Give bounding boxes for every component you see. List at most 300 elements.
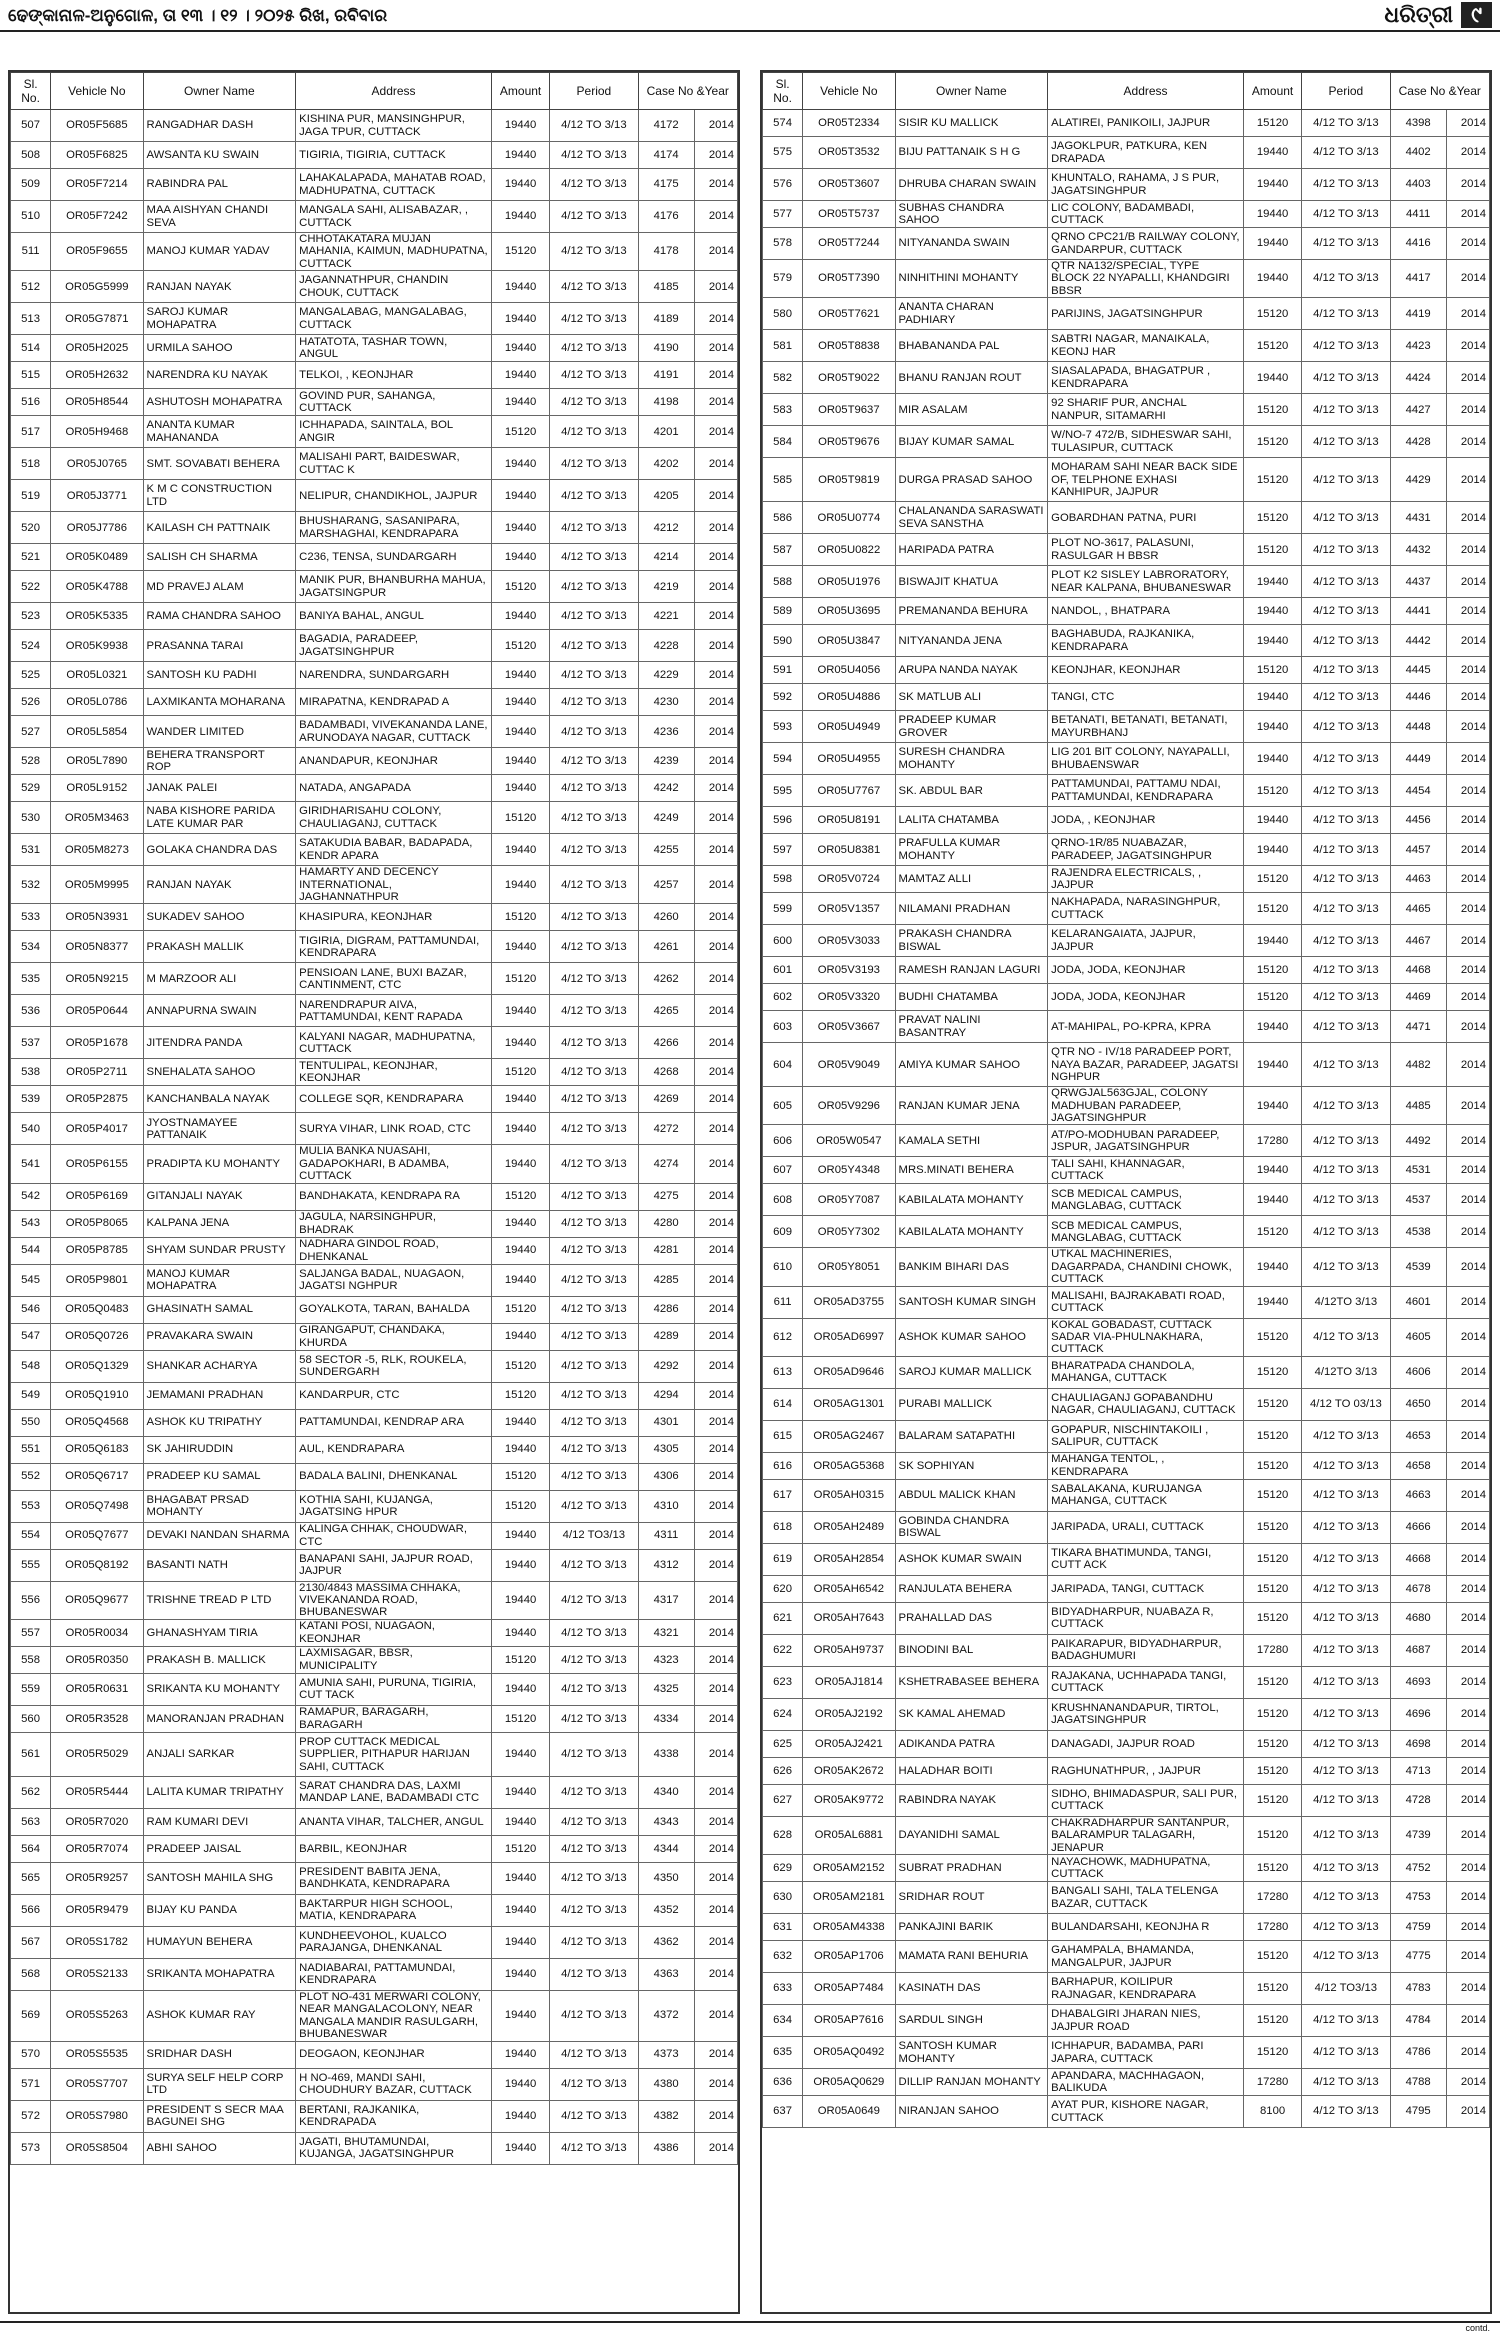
case-no: 4242 (638, 775, 694, 802)
table-row (11, 1808, 738, 1835)
owner-name: BALARAM SATAPATHI (895, 1420, 1048, 1452)
sl-no: 617 (763, 1479, 803, 1511)
case-no: 4338 (638, 1732, 694, 1776)
amount: 19440 (491, 271, 549, 303)
period: 4/12 TO 3/13 (1302, 957, 1390, 984)
case-no: 4344 (638, 1835, 694, 1862)
period: 4/12 TO 3/13 (1302, 260, 1390, 298)
vehicle-no: OR05H8544 (51, 389, 143, 416)
period: 4/12 TO 3/13 (1302, 1452, 1390, 1479)
owner-name: KASINATH DAS (895, 1973, 1048, 2005)
vehicle-no: OR05AM2152 (803, 1855, 895, 1882)
table-row (11, 1463, 738, 1490)
period: 4/12 TO 3/13 (550, 963, 638, 995)
case-no: 4292 (638, 1350, 694, 1382)
address: LIC COLONY, BADAMBADI, CUTTACK (1048, 201, 1244, 228)
period: 4/12 TO 3/13 (550, 1086, 638, 1113)
period: 4/12 TO 3/13 (550, 1350, 638, 1382)
period: 4/12 TO 3/13 (550, 1862, 638, 1894)
case-no: 4713 (1390, 1757, 1446, 1784)
vehicle-no: OR05P9801 (51, 1264, 143, 1296)
sl-no: 562 (11, 1776, 51, 1808)
case-no: 4269 (638, 1086, 694, 1113)
amount: 15120 (491, 1705, 549, 1732)
period: 4/12 TO 3/13 (550, 2041, 638, 2068)
period: 4/12 TO 3/13 (1302, 298, 1390, 330)
sl-no: 596 (763, 807, 803, 834)
address: RAJAKANA, UCHHAPADA TANGI, CUTTACK (1048, 1666, 1244, 1698)
address: BAGHABUDA, RAJKANIKA, KENDRAPARA (1048, 625, 1244, 657)
sl-no: 516 (11, 389, 51, 416)
case-year: 2014 (694, 1463, 737, 1490)
table-row (11, 2068, 738, 2100)
table-row (763, 201, 1490, 228)
amount: 15120 (1243, 1575, 1301, 1602)
case-year: 2014 (694, 2132, 737, 2164)
sl-no: 591 (763, 657, 803, 684)
column-header: Owner Name (895, 73, 1048, 110)
vehicle-no: OR05K0489 (51, 544, 143, 571)
table-row (11, 1210, 738, 1237)
vehicle-no: OR05AH2489 (803, 1511, 895, 1543)
period: 4/12 TO 3/13 (1302, 1157, 1390, 1184)
address: NADIABARAI, PATTAMUNDAI, KENDRAPARA (296, 1958, 492, 1990)
case-year: 2014 (694, 1409, 737, 1436)
address: CHAKRADHARPUR SANTANPUR, BALARAMPUR TALAGARH, JENAPUR (1048, 1816, 1244, 1854)
vehicle-no: OR05K5335 (51, 603, 143, 630)
amount: 15120 (1243, 984, 1301, 1011)
vehicle-no: OR05V9296 (803, 1087, 895, 1125)
case-no: 4423 (1390, 330, 1446, 362)
amount: 19440 (491, 1323, 549, 1350)
address: NATADA, ANGAPADA (296, 775, 492, 802)
table-row (11, 775, 738, 802)
table-row (11, 963, 738, 995)
amount: 15120 (1243, 1666, 1301, 1698)
owner-name: KAILASH CH PATTNAIK (143, 512, 296, 544)
address: APANDARA, MACHHAGAON, BALIKUDA (1048, 2069, 1244, 2096)
owner-name: CHALANANDA SARASWATI SEVA SANSTHA (895, 502, 1048, 534)
sl-no: 544 (11, 1237, 51, 1264)
case-year: 2014 (694, 362, 737, 389)
address: NARENDRA, SUNDARGARH (296, 662, 492, 689)
owner-name: KABILALATA MOHANTY (895, 1184, 1048, 1216)
case-year: 2014 (1446, 1184, 1489, 1216)
address: NAYACHOWK, MADHUPATNA, CUTTACK (1048, 1855, 1244, 1882)
case-no: 4382 (638, 2100, 694, 2132)
owner-name: PRAKASH B. MALLICK (143, 1646, 296, 1673)
address: MIRAPATNA, KENDRAPAD A (296, 689, 492, 716)
case-year: 2014 (694, 1059, 737, 1086)
period: 4/12 TO 3/13 (550, 512, 638, 544)
sl-no: 627 (763, 1784, 803, 1816)
case-year: 2014 (694, 2100, 737, 2132)
amount: 15120 (1243, 957, 1301, 984)
case-no: 4175 (638, 169, 694, 201)
address: PROP CUTTACK MEDICAL SUPPLIER, PITHAPUR HARIJAN SAHI, CUTTACK (296, 1732, 492, 1776)
owner-name: SAROJ KUMAR MOHAPATRA (143, 303, 296, 335)
owner-name: PANKAJINI BARIK (895, 1914, 1048, 1941)
case-year: 2014 (694, 716, 737, 748)
case-no: 4471 (1390, 1011, 1446, 1043)
address: BHUSHARANG, SASANIPARA, MARSHAGHAI, KENDRAPARA (296, 512, 492, 544)
owner-name: SUBHAS CHANDRA SAHOO (895, 201, 1048, 228)
case-year: 2014 (1446, 1882, 1489, 1914)
address: H NO-469, MANDI SAHI, CHOUDHURY BAZAR, CUTTACK (296, 2068, 492, 2100)
address: DHABALGIRI JHARAN NIES, JAJPUR ROAD (1048, 2005, 1244, 2037)
sl-no: 590 (763, 625, 803, 657)
address: PLOT NO-3617, PALASUNI, RASULGAR H BBSR (1048, 534, 1244, 566)
sl-no: 553 (11, 1490, 51, 1522)
period: 4/12 TO 3/13 (550, 2132, 638, 2164)
address: GOPAPUR, NISCHINTAKOILI , SALIPUR, CUTTACK (1048, 1420, 1244, 1452)
period: 4/12 TO 3/13 (1302, 1666, 1390, 1698)
sl-no: 611 (763, 1286, 803, 1318)
vehicle-no: OR05Q7677 (51, 1522, 143, 1549)
table-row (11, 1990, 738, 2041)
owner-name: ANNAPURNA SWAIN (143, 995, 296, 1027)
owner-name: ADIKANDA PATRA (895, 1730, 1048, 1757)
owner-name: ASHUTOSH MOHAPATRA (143, 389, 296, 416)
amount: 15120 (491, 1183, 549, 1210)
case-year: 2014 (694, 1145, 737, 1183)
owner-name: TRISHNE TREAD P LTD (143, 1581, 296, 1619)
table-row (763, 834, 1490, 866)
case-no: 4605 (1390, 1318, 1446, 1356)
page-header (0, 0, 1500, 32)
address: W/NO-7 472/B, SIDHESWAR SAHI, TULASIPUR, CUTTACK (1048, 426, 1244, 458)
owner-name: NINHITHINI MOHANTY (895, 260, 1048, 298)
case-no: 4274 (638, 1145, 694, 1183)
table-row (11, 1646, 738, 1673)
amount: 19440 (491, 512, 549, 544)
address: JODA, JODA, KEONJHAR (1048, 984, 1244, 1011)
table-row (763, 1184, 1490, 1216)
table-row (11, 571, 738, 603)
case-year: 2014 (1446, 957, 1489, 984)
amount: 15120 (1243, 1784, 1301, 1816)
vehicle-no: OR05N8377 (51, 931, 143, 963)
address: JARIPADA, TANGI, CUTTACK (1048, 1575, 1244, 1602)
address: MOHARAM SAHI NEAR BACK SIDE OF, TELPHONE EXHASI KANHIPUR, JAJPUR (1048, 458, 1244, 502)
amount: 19440 (491, 995, 549, 1027)
case-year: 2014 (1446, 1125, 1489, 1157)
period: 4/12 TO 3/13 (550, 1463, 638, 1490)
left-table-panel (8, 70, 740, 2314)
period: 4/12 TO 3/13 (550, 603, 638, 630)
case-year: 2014 (694, 1705, 737, 1732)
sl-no: 633 (763, 1973, 803, 2005)
case-no: 4212 (638, 512, 694, 544)
address: KHASIPURA, KEONJHAR (296, 904, 492, 931)
vehicle-no: OR05M3463 (51, 802, 143, 834)
amount: 19440 (491, 110, 549, 142)
amount: 19440 (491, 689, 549, 716)
period: 4/12 TO 3/13 (1302, 1043, 1390, 1087)
address: ICHHAPUR, BADAMBA, PARI JAPARA, CUTTACK (1048, 2037, 1244, 2069)
address: KATANI POSI, NUAGAON, KEONJHAR (296, 1619, 492, 1646)
case-no: 4352 (638, 1894, 694, 1926)
column-header: Amount (1243, 73, 1301, 110)
period: 4/12 TO 3/13 (1302, 1479, 1390, 1511)
address: QRNO-1R/85 NUABAZAR, PARADEEP, JAGATSINGHPUR (1048, 834, 1244, 866)
table-row (763, 1855, 1490, 1882)
table-row (11, 1350, 738, 1382)
table-row (11, 1086, 738, 1113)
period: 4/12TO 3/13 (1302, 1356, 1390, 1388)
amount: 15120 (491, 904, 549, 931)
address: JODA, , KEONJHAR (1048, 807, 1244, 834)
amount: 15120 (491, 1059, 549, 1086)
sl-no: 542 (11, 1183, 51, 1210)
period: 4/12 TO 3/13 (550, 662, 638, 689)
column-header: Case No &Year (1390, 73, 1489, 110)
case-no: 4463 (1390, 866, 1446, 893)
owner-name: DAYANIDHI SAMAL (895, 1816, 1048, 1854)
case-year: 2014 (1446, 1602, 1489, 1634)
vehicle-no: OR05U4955 (803, 743, 895, 775)
case-no: 4728 (1390, 1784, 1446, 1816)
case-year: 2014 (1446, 1286, 1489, 1318)
case-no: 4469 (1390, 984, 1446, 1011)
period: 4/12 TO 3/13 (1302, 169, 1390, 201)
table-row (763, 1043, 1490, 1087)
table-row (11, 1581, 738, 1619)
amount: 15120 (1243, 1356, 1301, 1388)
vehicle-no: OR05R3528 (51, 1705, 143, 1732)
sl-no: 527 (11, 716, 51, 748)
amount: 19440 (1243, 625, 1301, 657)
address: ICHHAPADA, SAINTALA, BOL ANGIR (296, 416, 492, 448)
address: GAHAMPALA, BHAMANDA, MANGALPUR, JAJPUR (1048, 1941, 1244, 1973)
case-no: 4285 (638, 1264, 694, 1296)
amount: 19440 (491, 1619, 549, 1646)
case-no: 4465 (1390, 893, 1446, 925)
address: KALINGA CHHAK, CHOUDWAR, CTC (296, 1522, 492, 1549)
case-no: 4680 (1390, 1602, 1446, 1634)
vehicle-no: OR05M8273 (51, 834, 143, 866)
case-year: 2014 (694, 1490, 737, 1522)
case-no: 4189 (638, 303, 694, 335)
case-year: 2014 (694, 1113, 737, 1145)
vehicle-no: OR05AM4338 (803, 1914, 895, 1941)
sl-no: 601 (763, 957, 803, 984)
case-no: 4650 (1390, 1388, 1446, 1420)
case-no: 4468 (1390, 957, 1446, 984)
case-no: 4783 (1390, 1973, 1446, 2005)
sl-no: 575 (763, 137, 803, 169)
amount: 15120 (1243, 1388, 1301, 1420)
period: 4/12 TO 3/13 (1302, 502, 1390, 534)
amount: 19440 (491, 1436, 549, 1463)
table-row (11, 233, 738, 271)
owner-name: K M C CONSTRUCTION LTD (143, 480, 296, 512)
case-year: 2014 (694, 995, 737, 1027)
owner-name: NIRANJAN SAHOO (895, 2096, 1048, 2128)
address: CHHOTAKATARA MUJAN MAHANIA, KAIMUN, MADHUPATNA, CUTTACK (296, 233, 492, 271)
sl-no: 629 (763, 1855, 803, 1882)
vehicle-no: OR05V3320 (803, 984, 895, 1011)
vehicle-no: OR05AH7643 (803, 1602, 895, 1634)
owner-name: AWSANTA KU SWAIN (143, 142, 296, 169)
period: 4/12 TO 3/13 (1302, 362, 1390, 394)
owner-name: MANOJ KUMAR MOHAPATRA (143, 1264, 296, 1296)
address: SURYA VIHAR, LINK ROAD, CTC (296, 1113, 492, 1145)
vehicle-no: OR05S1782 (51, 1926, 143, 1958)
case-year: 2014 (694, 802, 737, 834)
vehicle-no: OR05R0350 (51, 1646, 143, 1673)
period: 4/12 TO 3/13 (1302, 743, 1390, 775)
table-row (763, 169, 1490, 201)
owner-name: PRAKASH MALLIK (143, 931, 296, 963)
sl-no: 567 (11, 1926, 51, 1958)
period: 4/12 TO 3/13 (1302, 1730, 1390, 1757)
case-no: 4386 (638, 2132, 694, 2164)
case-year: 2014 (694, 2041, 737, 2068)
amount: 19440 (1243, 1248, 1301, 1286)
owner-name: RANJAN NAYAK (143, 866, 296, 904)
amount: 17280 (1243, 1634, 1301, 1666)
owner-name: DHRUBA CHARAN SWAIN (895, 169, 1048, 201)
address: KELARANGAIATA, JAJPUR, JAJPUR (1048, 925, 1244, 957)
case-no: 4323 (638, 1646, 694, 1673)
period: 4/12 TO 3/13 (1302, 137, 1390, 169)
amount: 15120 (1243, 866, 1301, 893)
vehicle-no: OR05P6155 (51, 1145, 143, 1183)
amount: 19440 (1243, 1087, 1301, 1125)
amount: 15120 (1243, 458, 1301, 502)
period: 4/12 TO 3/13 (550, 1926, 638, 1958)
case-year: 2014 (694, 866, 737, 904)
vehicle-no: OR05U3847 (803, 625, 895, 657)
case-no: 4759 (1390, 1914, 1446, 1941)
amount: 15120 (1243, 775, 1301, 807)
sl-no: 610 (763, 1248, 803, 1286)
owner-name: MANORANJAN PRADHAN (143, 1705, 296, 1732)
owner-name: SARDUL SINGH (895, 2005, 1048, 2037)
period: 4/12 TO 3/13 (1302, 657, 1390, 684)
amount: 15120 (1243, 1816, 1301, 1854)
period: 4/12 TO 3/13 (1302, 925, 1390, 957)
vehicle-no: OR05AL6881 (803, 1816, 895, 1854)
table-row (763, 1634, 1490, 1666)
sl-no: 546 (11, 1296, 51, 1323)
case-year: 2014 (694, 1581, 737, 1619)
period: 4/12 TO 3/13 (1302, 1602, 1390, 1634)
amount: 15120 (1243, 1698, 1301, 1730)
table-row (11, 1705, 738, 1732)
case-year: 2014 (694, 603, 737, 630)
sl-no: 514 (11, 335, 51, 362)
address: ALATIREI, PANIKOILI, JAJPUR (1048, 110, 1244, 137)
case-no: 4441 (1390, 598, 1446, 625)
case-year: 2014 (1446, 1784, 1489, 1816)
period: 4/12 TO 3/13 (550, 2068, 638, 2100)
address: BULANDARSAHI, KEONJHA R (1048, 1914, 1244, 1941)
sl-no: 636 (763, 2069, 803, 2096)
case-year: 2014 (694, 544, 737, 571)
case-no: 4272 (638, 1113, 694, 1145)
owner-name: SANTOSH KUMAR MOHANTY (895, 2037, 1048, 2069)
address: TENTULIPAL, KEONJHAR, KEONJHAR (296, 1059, 492, 1086)
case-no: 4191 (638, 362, 694, 389)
case-no: 4373 (638, 2041, 694, 2068)
owner-name: SNEHALATA SAHOO (143, 1059, 296, 1086)
amount: 19440 (491, 448, 549, 480)
address: GOVIND PUR, SAHANGA, CUTTACK (296, 389, 492, 416)
sl-no: 538 (11, 1059, 51, 1086)
case-no: 4788 (1390, 2069, 1446, 2096)
table-row (11, 1264, 738, 1296)
period: 4/12 TO 3/13 (550, 866, 638, 904)
table-row (11, 1522, 738, 1549)
sl-no: 580 (763, 298, 803, 330)
vehicle-no: OR05T5737 (803, 201, 895, 228)
amount: 15120 (1243, 1730, 1301, 1757)
owner-name: NARENDRA KU NAYAK (143, 362, 296, 389)
period: 4/12 TO 3/13 (1302, 625, 1390, 657)
address: KRUSHNANANDAPUR, TIRTOL, JAGATSINGHPUR (1048, 1698, 1244, 1730)
table-row (11, 362, 738, 389)
owner-name: SUKADEV SAHOO (143, 904, 296, 931)
vehicle-no: OR05M9995 (51, 866, 143, 904)
table-row (763, 1666, 1490, 1698)
table-row (11, 201, 738, 233)
period: 4/12 TO 03/13 (1302, 1388, 1390, 1420)
amount: 19440 (491, 1808, 549, 1835)
period: 4/12 TO 3/13 (1302, 1511, 1390, 1543)
amount: 19440 (1243, 925, 1301, 957)
case-no: 4457 (1390, 834, 1446, 866)
amount: 15120 (1243, 330, 1301, 362)
period: 4/12 TO 3/13 (1302, 201, 1390, 228)
amount: 19440 (1243, 1286, 1301, 1318)
period: 4/12 TO 3/13 (550, 1958, 638, 1990)
sl-no: 517 (11, 416, 51, 448)
address: AMUNIA SAHI, PURUNA, TIGIRIA, CUT TACK (296, 1673, 492, 1705)
address: LAXMISAGAR, BBSR, MUNICIPALITY (296, 1646, 492, 1673)
case-no: 4202 (638, 448, 694, 480)
vehicle-no: OR05J0765 (51, 448, 143, 480)
case-no: 4449 (1390, 743, 1446, 775)
amount: 17280 (1243, 1914, 1301, 1941)
amount: 19440 (1243, 201, 1301, 228)
page-number: ୯ (1461, 2, 1492, 28)
period: 4/12 TO 3/13 (550, 169, 638, 201)
owner-name: BHAGABAT PRSAD MOHANTY (143, 1490, 296, 1522)
case-year: 2014 (1446, 1855, 1489, 1882)
owner-name: SK MATLUB ALI (895, 684, 1048, 711)
case-year: 2014 (694, 1382, 737, 1409)
case-no: 4693 (1390, 1666, 1446, 1698)
case-no: 4432 (1390, 534, 1446, 566)
amount: 19440 (491, 1990, 549, 2041)
table-row (763, 1087, 1490, 1125)
address: HATATOTA, TASHAR TOWN, ANGUL (296, 335, 492, 362)
case-year: 2014 (694, 662, 737, 689)
address: DEOGAON, KEONJHAR (296, 2041, 492, 2068)
period: 4/12 TO 3/13 (1302, 426, 1390, 458)
amount: 19440 (491, 748, 549, 775)
address: AYAT PUR, KISHORE NAGAR, CUTTACK (1048, 2096, 1244, 2128)
amount: 15120 (1243, 1855, 1301, 1882)
sl-no: 561 (11, 1732, 51, 1776)
amount: 15120 (1243, 657, 1301, 684)
owner-name: ASHOK KUMAR SWAIN (895, 1543, 1048, 1575)
case-year: 2014 (694, 1210, 737, 1237)
table-row (11, 335, 738, 362)
case-year: 2014 (1446, 1157, 1489, 1184)
